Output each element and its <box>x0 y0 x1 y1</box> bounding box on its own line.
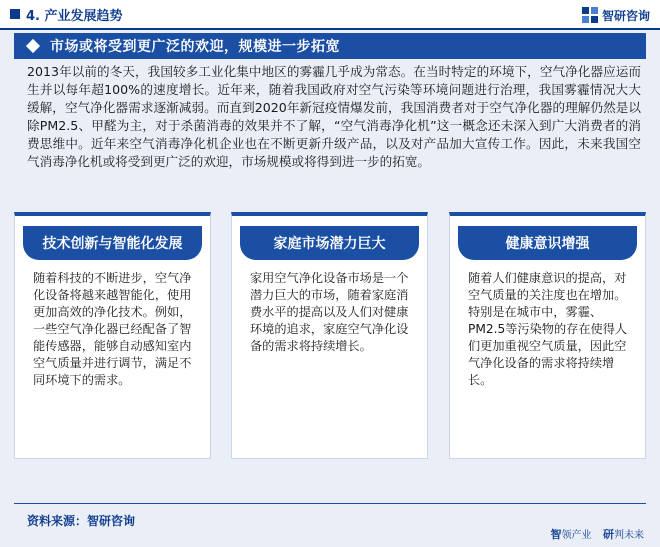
slogan-text-a: 领产业 <box>561 530 592 541</box>
logo-mark-icon <box>582 7 598 23</box>
footer-slogan <box>551 526 645 542</box>
card-body: 随着科技的不断进步，空气净化设备将越来越智能化，使用更加高效的净化技术。例如，一些空气净化器已经配备了智能传感器，能够自动感知室内空气质量并进行调节，满足不同环境下的需求。 <box>33 271 192 387</box>
slogan-brand-a: 智 <box>550 528 562 541</box>
diamond-icon <box>26 39 40 53</box>
card-title: 家庭市场潜力巨大 <box>273 236 386 252</box>
card-header <box>240 226 419 260</box>
section-marker-icon <box>10 9 20 19</box>
banner-title: 市场或将受到更广泛的欢迎，规模进一步拓宽 <box>50 39 340 55</box>
card-health-awareness <box>449 212 646 459</box>
title-banner <box>14 33 646 59</box>
section-title: 4. 产业发展趋势 <box>26 9 123 24</box>
card-body: 家用空气净化设备市场是一个潜力巨大的市场，随着家庭消费水平的提高以及人们对健康环境的追求，家庭空气净化设备的需求将持续增长。 <box>250 271 409 353</box>
card-body: 随着人们健康意识的提高，对空气质量的关注度也在增加。特别是在城市中，雾霾、PM2.5等污染物的存在使得人们更加重视空气质量，因此空气净化设备的需求将持续增长。 <box>468 271 628 387</box>
card-title: 健康意识增强 <box>505 236 590 252</box>
card-title: 技术创新与智能化发展 <box>42 236 183 252</box>
brand-logo <box>582 4 650 26</box>
logo-text: 智研咨询 <box>601 8 650 23</box>
card-header <box>23 226 202 260</box>
intro-paragraph: 2013年以前的冬天，我国较多工业化集中地区的雾霾几乎成为常态。在当时特定的环境下，空气净化器应运而生并以每年超100%的速度增长。近年来，随着我国政府对空气污染等环境问题进行治理，我国雾霾情况大大缓解，空气净化器需求逐渐减弱。而直到2020年新冠疫情爆发前，我国消费者对于空气净化器的理解仍然是以除PM2.5、甲醛为主，对于杀菌消毒的效果并不了解，“空气消毒净化机”这一概念还未深入到广大消费者的消费思维中。近年来空气消毒净化机企业也在不断更新升级产品，以及对产品加大宣传工作。因此，未来我国空气消毒净化机或将受到更广泛的欢迎，市场规模或将得到进一步的拓宽。 <box>27 64 641 169</box>
slogan-text-b: 判未来 <box>614 530 644 541</box>
card-header <box>458 226 637 260</box>
card-home-market <box>231 212 428 459</box>
card-tech-innovation <box>14 212 211 459</box>
source-note: 资料来源：智研咨询 <box>27 514 136 528</box>
slogan-brand-b: 研 <box>603 528 614 541</box>
footer-divider <box>14 503 646 504</box>
page-header <box>0 0 660 30</box>
